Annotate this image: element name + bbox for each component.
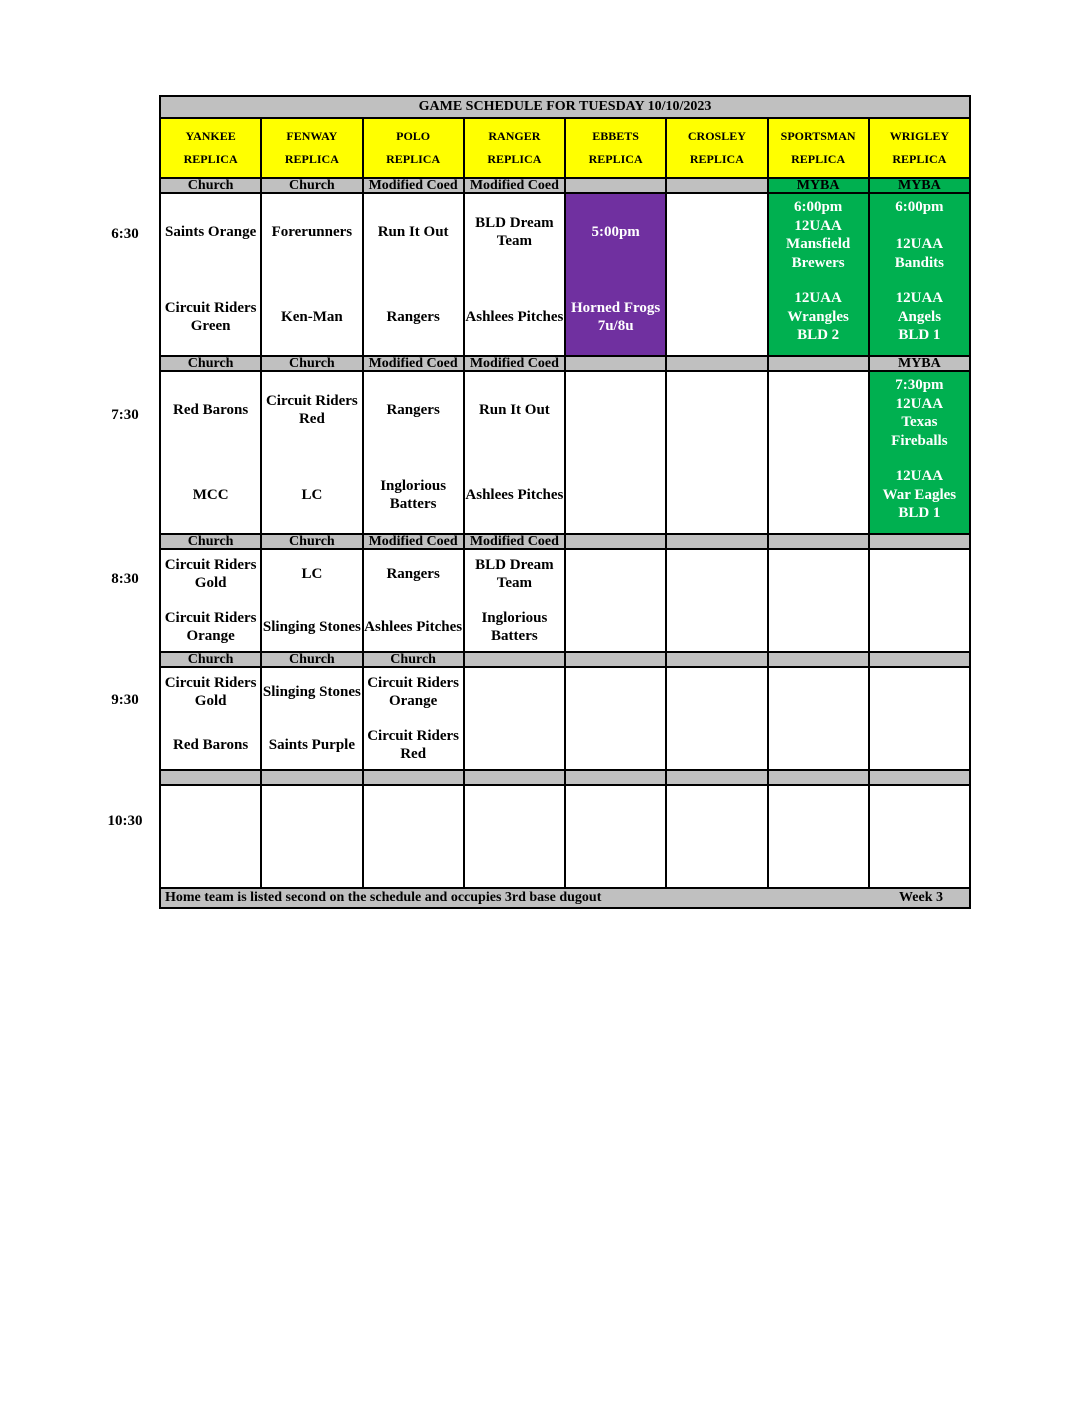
game-cell — [261, 785, 362, 888]
home-team: Red Barons — [173, 737, 249, 753]
home-team: Slinging Stones — [262, 619, 361, 635]
game-row — [160, 667, 970, 770]
game-cell — [768, 371, 869, 534]
cell-line: 6:00pm — [895, 199, 944, 215]
field-sub: REPLICA — [588, 152, 643, 166]
division-label: Church — [160, 652, 261, 667]
field-header — [160, 118, 261, 178]
field-header — [363, 118, 464, 178]
away-team: Circuit Riders Gold — [164, 675, 257, 709]
division-label — [565, 178, 666, 193]
division-row — [160, 652, 970, 667]
cell-line: 6:00pm — [793, 199, 843, 215]
field-name: CROSLEY — [687, 129, 746, 143]
game-cell — [464, 549, 565, 652]
division-label: Church — [261, 652, 362, 667]
game-cell — [464, 667, 565, 770]
field-header-row — [160, 118, 970, 178]
away-team: Circuit Riders Red — [265, 393, 358, 427]
game-cell-highlight — [869, 193, 970, 356]
away-team: Red Barons — [173, 402, 249, 418]
home-team: Ken-Man — [281, 309, 343, 325]
field-header — [565, 118, 666, 178]
game-row — [160, 549, 970, 652]
cell-line — [870, 217, 969, 236]
game-cell-highlight — [565, 193, 666, 356]
division-label — [160, 770, 261, 785]
division-label — [363, 770, 464, 785]
home-team: Inglorious Batters — [481, 610, 548, 644]
cell-line: BLD 1 — [898, 327, 941, 343]
field-header — [768, 118, 869, 178]
cell-line: 12UAA — [794, 290, 842, 306]
game-cell — [261, 193, 362, 356]
cell-line: 12UAA — [794, 217, 842, 234]
division-label: MYBA — [869, 178, 970, 193]
division-label — [869, 652, 970, 667]
cell-line: Angels — [897, 308, 942, 325]
division-row — [160, 534, 970, 549]
game-cell-highlight — [869, 371, 970, 534]
home-team: Inglorious Batters — [380, 478, 447, 512]
field-name: POLO — [396, 129, 431, 143]
away-team: Circuit Riders Orange — [367, 675, 460, 709]
game-cell — [261, 667, 362, 770]
division-label — [768, 652, 869, 667]
away-team: Slinging Stones — [262, 684, 361, 700]
cell-line: Mansfield — [786, 236, 851, 252]
field-sub: REPLICA — [892, 152, 947, 166]
week-label: Week 3 — [899, 890, 943, 905]
home-team: Ashlees Pitches — [364, 619, 463, 635]
division-label: MYBA — [768, 178, 869, 193]
game-row — [160, 193, 970, 356]
division-label — [464, 652, 565, 667]
division-row — [160, 770, 970, 785]
field-sub: REPLICA — [183, 152, 238, 166]
cell-line: BLD 1 — [898, 505, 941, 521]
division-label — [464, 770, 565, 785]
game-cell — [363, 549, 464, 652]
division-row — [160, 356, 970, 371]
field-sub: REPLICA — [487, 152, 542, 166]
game-time: 5:00pm — [591, 224, 640, 240]
division-label — [565, 652, 666, 667]
game-cell — [768, 785, 869, 888]
division-label: Church — [160, 534, 261, 549]
cell-line: BLD 2 — [797, 327, 840, 343]
cell-line: Texas — [901, 414, 938, 430]
game-cell — [363, 193, 464, 356]
division-label: Modified Coed — [464, 178, 565, 193]
field-name: SPORTSMAN — [780, 129, 856, 143]
game-cell-highlight — [768, 193, 869, 356]
away-team: Forerunners — [271, 224, 353, 240]
field-sub: REPLICA — [386, 152, 441, 166]
game-cell — [363, 371, 464, 534]
division-label — [768, 534, 869, 549]
schedule-table — [159, 95, 971, 909]
home-team: MCC — [192, 487, 229, 503]
cell-line: 12UAA — [895, 236, 944, 252]
division-label: Church — [160, 178, 261, 193]
cell-line: 12UAA — [895, 468, 944, 484]
game-cell — [261, 549, 362, 652]
cell-line: 12UAA — [895, 395, 944, 412]
game-cell — [160, 549, 261, 652]
game-cell — [363, 667, 464, 770]
game-cell — [666, 667, 767, 770]
field-name: RANGER — [488, 129, 541, 143]
game-cell — [869, 667, 970, 770]
division-row — [160, 178, 970, 193]
division-label: MYBA — [869, 356, 970, 371]
time-label: 6:30 — [111, 226, 139, 242]
division-label — [869, 770, 970, 785]
field-name: WRIGLEY — [889, 129, 950, 143]
division-label: Modified Coed — [363, 534, 464, 549]
division-label — [565, 534, 666, 549]
schedule-title: GAME SCHEDULE FOR TUESDAY 10/10/2023 — [160, 96, 970, 118]
division-label — [768, 356, 869, 371]
field-sub: REPLICA — [284, 152, 339, 166]
home-team: Ashlees Pitches — [465, 309, 564, 325]
field-header — [869, 118, 970, 178]
game-cell — [666, 371, 767, 534]
division-label: Modified Coed — [464, 356, 565, 371]
game-cell — [363, 785, 464, 888]
away-team: Run It Out — [478, 402, 550, 418]
home-team: Circuit Riders Green — [164, 300, 257, 334]
cell-line: Brewers — [791, 254, 845, 271]
away-team: Circuit Riders Gold — [164, 557, 257, 591]
game-cell — [160, 193, 261, 356]
game-cell — [565, 785, 666, 888]
home-team: Ashlees Pitches — [465, 487, 564, 503]
division-label — [261, 770, 362, 785]
game-cell — [565, 667, 666, 770]
division-label: Modified Coed — [363, 356, 464, 371]
away-team: LC — [301, 566, 323, 582]
game-cell — [261, 371, 362, 534]
time-label: 7:30 — [111, 407, 139, 423]
away-team: Saints Orange — [164, 224, 257, 240]
division-label — [666, 534, 767, 549]
time-label: 10:30 — [107, 813, 143, 829]
division-label: Church — [261, 356, 362, 371]
game-row — [160, 371, 970, 534]
cell-line: Fireballs — [891, 432, 948, 449]
game-cell — [666, 549, 767, 652]
division-label — [869, 534, 970, 549]
game-cell — [768, 549, 869, 652]
away-team: BLD Dream Team — [475, 215, 554, 249]
away-team: Rangers — [386, 402, 440, 418]
game-cell — [160, 785, 261, 888]
home-team: Rangers — [386, 309, 440, 325]
field-name: EBBETS — [592, 129, 639, 143]
game-row — [160, 785, 970, 888]
game-cell — [666, 193, 767, 356]
time-label: 8:30 — [111, 571, 139, 587]
field-header — [464, 118, 565, 178]
field-header — [666, 118, 767, 178]
field-header — [261, 118, 362, 178]
game-cell — [869, 549, 970, 652]
division-label: Modified Coed — [464, 534, 565, 549]
division-label: Modified Coed — [363, 178, 464, 193]
cell-line: Bandits — [894, 254, 944, 271]
home-team: Horned Frogs 7u/8u — [570, 300, 661, 334]
game-cell — [869, 785, 970, 888]
home-team: Circuit Riders Orange — [164, 610, 257, 644]
game-cell — [464, 193, 565, 356]
field-name: YANKEE — [185, 129, 236, 143]
field-sub: REPLICA — [791, 152, 846, 166]
game-cell — [160, 371, 261, 534]
division-label — [666, 770, 767, 785]
cell-line: 12UAA — [895, 290, 944, 306]
division-label: Church — [160, 356, 261, 371]
division-label: Church — [261, 534, 362, 549]
game-cell — [160, 667, 261, 770]
cell-line: Wrangles — [787, 308, 849, 325]
division-label: Church — [261, 178, 362, 193]
field-name: FENWAY — [286, 129, 338, 143]
division-label — [666, 356, 767, 371]
time-label: 9:30 — [111, 692, 139, 708]
cell-line: War Eagles — [882, 486, 957, 503]
division-label — [666, 652, 767, 667]
footer-bar — [160, 888, 970, 908]
away-team: Rangers — [386, 566, 440, 582]
division-label — [666, 178, 767, 193]
division-label — [565, 770, 666, 785]
cell-line: 7:30pm — [895, 377, 944, 393]
footer-note: Home team is listed second on the schedule and occupies 3rd base dugout — [165, 890, 602, 905]
game-cell — [666, 785, 767, 888]
division-label — [768, 770, 869, 785]
home-team: LC — [301, 487, 323, 503]
division-label — [565, 356, 666, 371]
home-team: Circuit Riders Red — [367, 728, 460, 762]
game-cell — [464, 371, 565, 534]
home-team: Saints Purple — [268, 737, 355, 753]
game-cell — [768, 667, 869, 770]
game-cell — [464, 785, 565, 888]
game-cell — [565, 549, 666, 652]
division-label: Church — [363, 652, 464, 667]
away-team: Run It Out — [377, 224, 449, 240]
game-cell — [565, 371, 666, 534]
away-team: BLD Dream Team — [475, 557, 554, 591]
field-sub: REPLICA — [689, 152, 744, 166]
